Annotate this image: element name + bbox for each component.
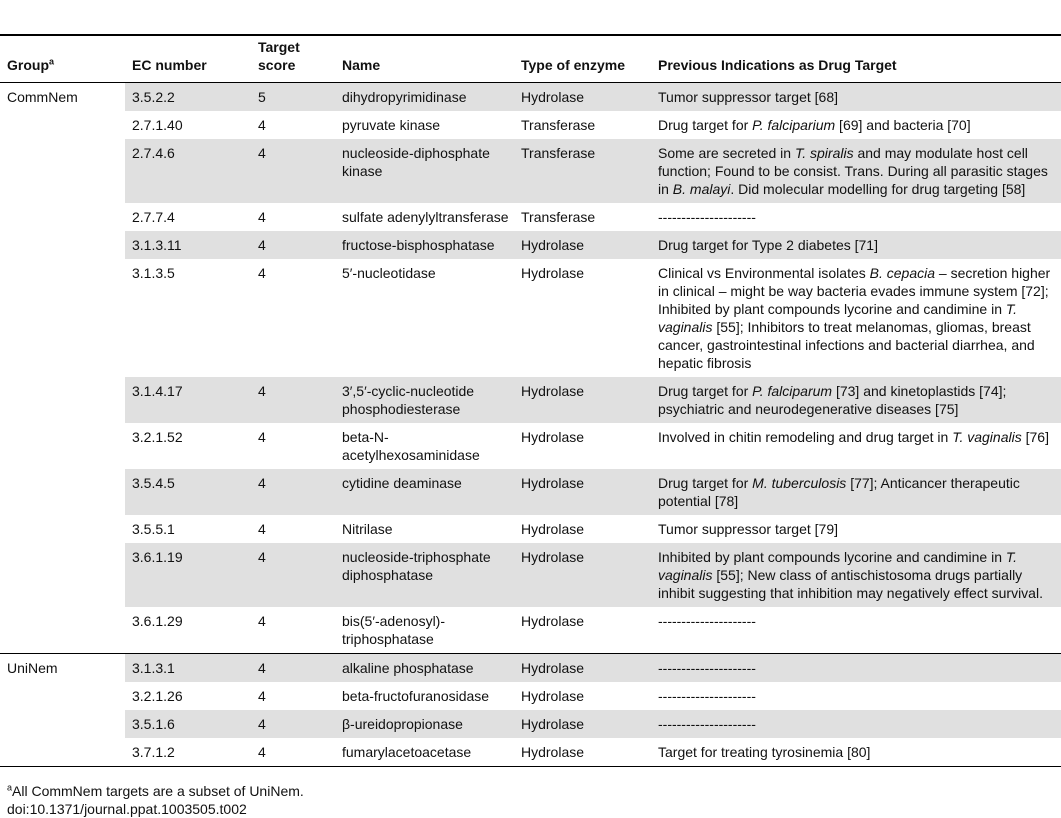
table-row — [0, 469, 1061, 515]
table-footnote: $^a$All CommNem targets are a subset of UniNem. — [7, 782, 304, 799]
table-row — [0, 231, 1061, 259]
table-row — [0, 139, 1061, 203]
group-cell — [0, 710, 125, 738]
target-score-cell: 4 — [251, 710, 335, 738]
previous-indications-cell: --------------------- — [658, 688, 756, 704]
group-cell — [0, 469, 125, 515]
ec-number-cell: 2.7.1.40 — [132, 117, 183, 133]
name-cell: beta-N-acetylhexosaminidase — [342, 429, 480, 463]
group-cell — [0, 423, 125, 469]
table-row — [0, 654, 1061, 683]
col-header-target-score: Target score — [251, 36, 335, 83]
table-row — [0, 111, 1061, 139]
table-row — [0, 423, 1061, 469]
target-score-cell: 4 — [251, 139, 335, 203]
group-cell — [0, 738, 125, 767]
target-score-cell: 4 — [258, 209, 266, 225]
enzyme-type-cell: Hydrolase — [514, 231, 651, 259]
name-cell: nucleoside-diphosphate kinase — [335, 139, 514, 203]
col-header-group: Group$^a$ — [0, 36, 125, 83]
enzyme-type-cell: Hydrolase — [514, 469, 651, 515]
table-row — [0, 543, 1061, 607]
group-cell — [0, 139, 125, 203]
table-body — [0, 83, 1061, 767]
enzyme-type-cell: Hydrolase — [514, 738, 651, 767]
name-cell: 5′-nucleotidase — [342, 265, 436, 281]
target-score-cell: 4 — [251, 654, 335, 683]
enzyme-type-cell: Transferase — [514, 139, 651, 203]
group-cell — [0, 515, 125, 543]
ec-number-cell: 3.7.1.2 — [125, 738, 251, 767]
table-row — [0, 515, 1061, 543]
enzyme-type-cell: Transferase — [521, 117, 596, 133]
enzyme-type-cell: Hydrolase — [521, 429, 585, 445]
col-header-name: Name — [335, 36, 514, 83]
table-row — [0, 259, 1061, 377]
target-score-cell: 4 — [258, 429, 266, 445]
previous-indications-cell: Target for treating tyrosinemia [80] — [651, 738, 1061, 767]
previous-indications-cell: Tumor suppressor target [79] — [658, 521, 839, 537]
target-score-cell: 4 — [258, 688, 266, 704]
enzyme-type-cell: Hydrolase — [514, 543, 651, 607]
ec-number-cell: 3.6.1.29 — [132, 613, 183, 629]
ec-number-cell: 3.5.2.2 — [125, 83, 251, 112]
table-row — [0, 738, 1061, 767]
group-cell — [0, 203, 125, 231]
name-cell: fumarylacetoacetase — [335, 738, 514, 767]
drug-target-table — [0, 36, 1061, 767]
ec-number-cell: 3.5.5.1 — [132, 521, 175, 537]
name-cell: nucleoside-triphosphate diphosphatase — [335, 543, 514, 607]
previous-indications-cell: Inhibited by plant compounds lycorine and candimine in T. vaginalis [55]; New class of antischistosoma drugs partially inhibit suggesting that inhibition may negatively effect survival. — [651, 543, 1061, 607]
group-cell — [0, 543, 125, 607]
name-cell: β-ureidopropionase — [335, 710, 514, 738]
col-header-ec-number: EC number — [125, 36, 251, 83]
ec-number-cell: 3.1.3.11 — [125, 231, 251, 259]
name-cell: fructose-bisphosphatase — [335, 231, 514, 259]
ec-number-cell: 3.1.3.5 — [132, 265, 175, 281]
enzyme-type-cell: Hydrolase — [521, 521, 585, 537]
name-cell: sulfate adenylyltransferase — [342, 209, 509, 225]
ec-number-cell: 3.2.1.52 — [132, 429, 183, 445]
name-cell: Nitrilase — [342, 521, 393, 537]
previous-indications-cell: Some are secreted in T. spiralis and may modulate host cell function; Found to be consist. Trans. During all parasitic stages in B. malayi. Did molecular modelling for drug targeting [58] — [651, 139, 1061, 203]
ec-number-cell: 2.7.4.6 — [125, 139, 251, 203]
target-score-cell: 5 — [251, 83, 335, 112]
group-cell: UniNem — [0, 654, 125, 683]
name-cell: pyruvate kinase — [342, 117, 441, 133]
target-score-cell: 4 — [258, 613, 266, 629]
col-header-type-of-enzyme: Type of enzyme — [514, 36, 651, 83]
previous-indications-cell: --------------------- — [658, 613, 756, 629]
table-row — [0, 607, 1061, 654]
enzyme-type-cell: Hydrolase — [514, 83, 651, 112]
col-header-previous-indications: Previous Indications as Drug Target — [651, 36, 1061, 83]
target-score-cell: 4 — [258, 265, 266, 281]
previous-indications-cell: Clinical vs Environmental isolates B. cepacia – secretion higher in clinical – might be way bacteria evades immune system [72]; Inhibited by plant compounds lycorine and candimine in T. vaginalis [55]; Inhibitors to treat melanomas, gliomas, breast cancer, gastrointestinal infections and bacterial diarrhea, and hepatic fibrosis — [658, 265, 1051, 371]
table-row — [0, 682, 1061, 710]
target-score-cell: 4 — [251, 377, 335, 423]
ec-number-cell: 3.6.1.19 — [125, 543, 251, 607]
ec-number-cell: 3.1.4.17 — [125, 377, 251, 423]
group-cell — [0, 682, 125, 710]
table-header-row — [0, 36, 1061, 83]
previous-indications-cell: Drug target for P. falciparum [73] and kinetoplastids [74]; psychiatric and neurodegenerative diseases [75] — [651, 377, 1061, 423]
group-cell: CommNem — [0, 83, 125, 112]
group-cell — [0, 231, 125, 259]
previous-indications-cell: Drug target for P. falciparium [69] and bacteria [70] — [658, 117, 971, 133]
ec-number-cell: 3.5.4.5 — [125, 469, 251, 515]
table-top-rule — [0, 0, 1061, 36]
table-row — [0, 710, 1061, 738]
previous-indications-cell: Tumor suppressor target [68] — [651, 83, 1061, 112]
previous-indications-cell: Involved in chitin remodeling and drug target in T. vaginalis [76] — [658, 429, 1049, 445]
group-cell — [0, 259, 125, 377]
previous-indications-cell: Drug target for Type 2 diabetes [71] — [651, 231, 1061, 259]
table-row — [0, 203, 1061, 231]
previous-indications-cell: Drug target for M. tuberculosis [77]; Anticancer therapeutic potential [78] — [651, 469, 1061, 515]
enzyme-type-cell: Hydrolase — [521, 265, 585, 281]
enzyme-type-cell: Hydrolase — [521, 613, 585, 629]
enzyme-type-cell: Transferase — [521, 209, 596, 225]
name-cell: 3′,5′-cyclic-nucleotide phosphodiesterase — [335, 377, 514, 423]
ec-number-cell: 3.1.3.1 — [125, 654, 251, 683]
enzyme-type-cell: Hydrolase — [514, 710, 651, 738]
enzyme-type-cell: Hydrolase — [514, 654, 651, 683]
name-cell: dihydropyrimidinase — [335, 83, 514, 112]
target-score-cell: 4 — [251, 469, 335, 515]
group-cell — [0, 111, 125, 139]
ec-number-cell: 3.2.1.26 — [132, 688, 183, 704]
ec-number-cell: 2.7.7.4 — [132, 209, 175, 225]
target-score-cell: 4 — [251, 231, 335, 259]
name-cell: beta-fructofuranosidase — [342, 688, 490, 704]
name-cell: bis(5′-adenosyl)-triphosphatase — [342, 613, 445, 647]
previous-indications-cell: --------------------- — [651, 710, 1061, 738]
name-cell: cytidine deaminase — [335, 469, 514, 515]
target-score-cell: 4 — [258, 521, 266, 537]
enzyme-type-cell: Hydrolase — [521, 688, 585, 704]
name-cell: alkaline phosphatase — [335, 654, 514, 683]
target-score-cell: 4 — [251, 738, 335, 767]
target-score-cell: 4 — [258, 117, 266, 133]
previous-indications-cell: --------------------- — [651, 654, 1061, 683]
table-row — [0, 83, 1061, 112]
previous-indications-cell: --------------------- — [658, 209, 756, 225]
table-row — [0, 377, 1061, 423]
table-doi: doi:10.1371/journal.ppat.1003505.t002 — [7, 801, 247, 817]
enzyme-type-cell: Hydrolase — [514, 377, 651, 423]
ec-number-cell: 3.5.1.6 — [125, 710, 251, 738]
group-cell — [0, 377, 125, 423]
group-cell — [0, 607, 125, 654]
target-score-cell: 4 — [251, 543, 335, 607]
